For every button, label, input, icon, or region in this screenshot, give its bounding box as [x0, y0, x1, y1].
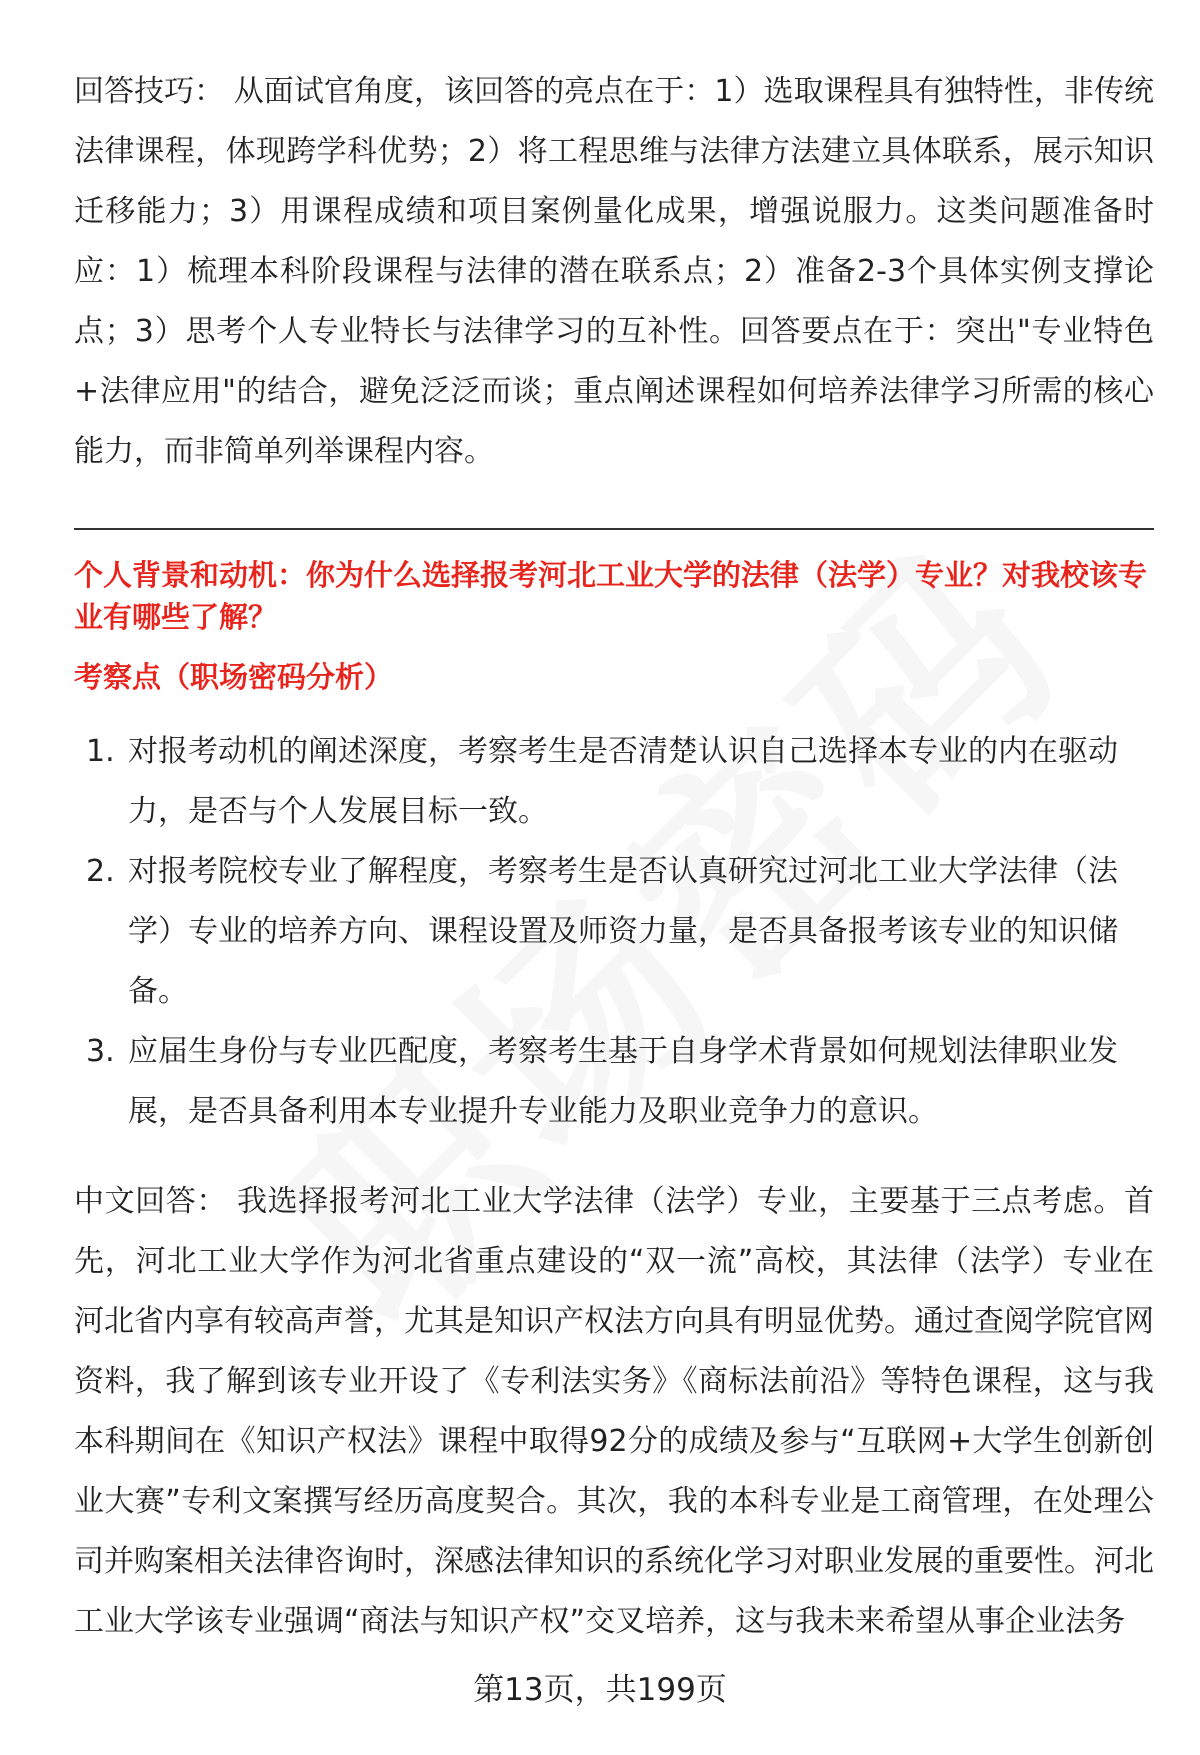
list-number: 2.	[86, 854, 115, 889]
assessment-points-list	[74, 722, 1154, 1142]
list-item-text: 应届生身份与专业匹配度，考察考生基于自身学术背景如何规划法律职业发展，是否具备利用本专业提升专业能力及职业竞争力的意识。	[128, 1034, 1118, 1129]
page-number-footer: 第13页，共199页	[473, 1672, 727, 1708]
list-item	[74, 722, 1154, 842]
list-item	[74, 842, 1154, 1022]
document-page	[74, 62, 1154, 1652]
tips-paragraph: 回答技巧： 从面试官角度，该回答的亮点在于：1）选取课程具有独特性，非传统法律课程，体现跨学科优势；2）将工程思维与法律方法建立具体联系，展示知识迁移能力；3）用课程成绩和项目案例量化成果，增强说服力。这类问题准备时应：1）梳理本科阶段课程与法律的潜在联系点；2）准备2-3个具体实例支撑论点；3）思考个人专业特长与法律学习的互补性。回答要点在于：突出"专业特色+法律应用"的结合，避免泛泛而谈；重点阐述课程如何培养法律学习所需的核心能力，而非简单列举课程内容。	[74, 74, 1154, 469]
list-number: 3.	[86, 1034, 115, 1069]
assessment-subheading: 考察点（职场密码分析）	[74, 660, 394, 694]
list-item	[74, 1022, 1154, 1142]
answer-paragraph: 中文回答： 我选择报考河北工业大学法律（法学）专业，主要基于三点考虑。首先，河北工业大学作为河北省重点建设的“双一流”高校，其法律（法学）专业在河北省内享有较高声誉，尤其是知识产权法方向具有明显优势。通过查阅学院官网资料，我了解到该专业开设了《专利法实务》《商标法前沿》等特色课程，这与我本科期间在《知识产权法》课程中取得92分的成绩及参与“互联网+大学生创新创业大赛”专利文案撰写经历高度契合。其次，我的本科专业是工商管理，在处理公司并购案相关法律咨询时，深感法律知识的系统化学习对职业发展的重要性。河北工业大学该专业强调“商法与知识产权”交叉培养，这与我未来希望从事企业法务	[74, 1184, 1154, 1639]
section-divider	[74, 528, 1154, 530]
list-number: 1.	[86, 734, 115, 769]
list-item-text: 对报考院校专业了解程度，考察考生是否认真研究过河北工业大学法律（法学）专业的培养方向、课程设置及师资力量，是否具备报考该专业的知识储备。	[128, 854, 1118, 1009]
list-item-text: 对报考动机的阐述深度，考察考生是否清楚认识自己选择本专业的内在驱动力，是否与个人发展目标一致。	[128, 734, 1118, 829]
question-heading: 个人背景和动机：你为什么选择报考河北工业大学的法律（法学）专业？对我校该专业有哪些了解？	[74, 558, 1148, 634]
